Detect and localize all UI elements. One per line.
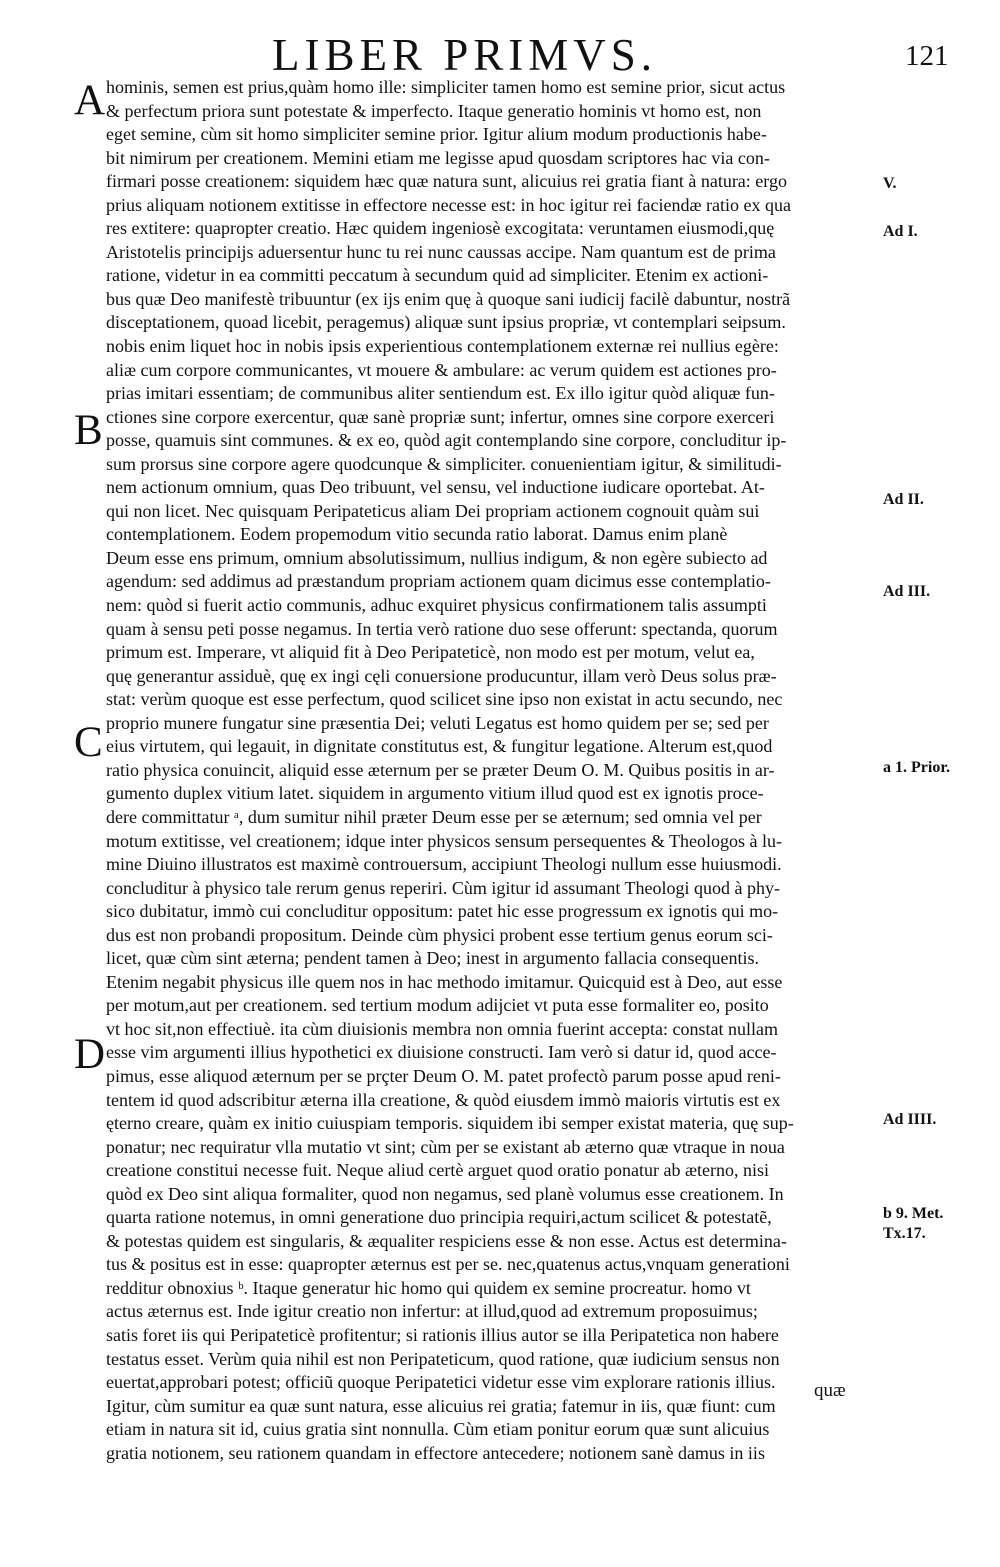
- text-line: quę generantur assiduè, quę ex ingi cęli conuersione producuntur, illam verò Deus solus præ-: [106, 665, 777, 686]
- margin-note-ad-iiii: Ad IIII.: [883, 1111, 937, 1128]
- text-line: sico dubitatur, immò cui concluditur oppositum: patet hic esse progressum ex ignotis qui mo-: [106, 901, 779, 922]
- text-line: nem actionum omnium, quas Deo tribuunt, vel sensu, vel inductione iudicare oportebat. At-: [106, 477, 765, 498]
- margin-note-tx: Tx.17.: [883, 1225, 926, 1242]
- text-line: gratia notionem, seu rationem quandam in effectore antecedere; notionem sanè damus in iis: [106, 1442, 765, 1463]
- section-letter-b: B: [74, 407, 103, 454]
- text-line: qui non licet. Nec quisquam Peripateticus aliam Dei propriam actionem cognouit quàm sui: [106, 500, 760, 521]
- text-line: nobis enim liquet hoc in nobis ipsis experientious contemplationem externæ rei nullius egère:: [106, 336, 779, 357]
- text-line: quam à sensu peti posse negamus. In tertia verò ratione duo sese offerunt: spectanda, quorum: [106, 618, 778, 639]
- text-line: bit nimirum per creationem. Memini etiam me legisse apud quosdam scriptores hac via con-: [106, 147, 770, 168]
- text-line: & perfectum priora sunt potestate & imperfecto. Itaque generatio hominis vt homo est, non: [106, 100, 762, 121]
- text-line: ctiones sine corpore exercentur, quæ sanè propriæ sunt; infertur, omnes sine corpore exerceri: [106, 406, 775, 427]
- text-line: ratione, videtur in ea committi peccatum à secundum quid ad simpliciter. Etenim ex actioni-: [106, 265, 769, 286]
- text-line: testatus esset. Verùm quia nihil est non Peripateticum, quod ratione, quæ iudicium sensus non: [106, 1348, 780, 1369]
- text-line: aliæ cum corpore communicantes, vt mouere & ambulare: ac verum quidem est actiones pro-: [106, 359, 777, 380]
- text-line: bus quæ Deo manifestè tribuuntur (ex ijs enim quę à quoque sani iudicij facilè dabuntur, nostrã: [106, 288, 791, 309]
- page-header: [0, 30, 1000, 80]
- text-line: licet, quæ cùm sint æterna; pendent tamen à Deo; inest in argumento fallacia consequentis.: [106, 948, 759, 969]
- section-letter-d: D: [74, 1031, 106, 1078]
- text-line: agendum: sed addimus ad præstandum propriam actionem quam dicimus esse contemplatio-: [106, 571, 771, 592]
- margin-note-v: V.: [883, 175, 897, 192]
- margin-note-ad-ii: Ad II.: [883, 491, 924, 508]
- text-line: quòd ex Deo sint aliqua formaliter, quod non negamus, sed planè volumus esse creationem. In: [106, 1183, 784, 1204]
- text-line: satis foret iis qui Peripateticè profitentur; si rationis illius autor se illa Peripatetica non habere: [106, 1324, 779, 1345]
- section-letter-c: C: [74, 719, 103, 766]
- text-line: tus & positus est in esse: quapropter æternus est per se. nec,quatenus actus,vnquam generationi: [106, 1254, 790, 1275]
- text-line: creatione constitui necesse fuit. Neque aliud certè arguet quod oratio ponatur ab æterno, nisi: [106, 1160, 769, 1181]
- text-line: mine Diuino illustratos est maximè controuersum, accipiunt Theologi nullum esse huiusmodi.: [106, 854, 782, 875]
- text-line: disceptationem, quoad licebit, peragemus) aliquæ sunt ipsius propriæ, vt contemplari seipsum.: [106, 312, 786, 333]
- text-line: dere committatur ᵃ, dum sumitur nihil præter Deum esse per se æternum; sed omnia vel per: [106, 806, 762, 827]
- text-line: hominis, semen est prius,quàm homo ille: simpliciter tamen homo est semine prior, sicut actus: [106, 77, 786, 97]
- text-line: sum prorsus sine corpore agere quodcunque & simpliciter. conuenientiam igitur, & similitudi-: [106, 453, 782, 474]
- text-line: firmari posse creationem: siquidem hæc quæ natura sunt, alicuius rei gratia fiant à natura: ergo: [106, 171, 787, 192]
- text-line: ponatur; nec requiratur vlla mutatio vt sint; cùm per se existant ab æterno quæ vtraque in noua: [106, 1136, 785, 1157]
- text-line: prias imitari essentiam; de communibus aliter sentiendum est. Ex illo igitur quòd aliquæ fun-: [106, 383, 775, 404]
- text-line: proprio munere fungatur sine præsentia Dei; veluti Legatus est homo quidem per se; sed per: [106, 712, 769, 733]
- text-line: prius aliquam notionem extitisse in effectore necesse est: in hoc igitur rei faciendæ ratio ex qua: [106, 194, 791, 215]
- text-line: esse vim argumenti illius hypothetici ex diuisione constructi. Iam verò si datur id, quod acce-: [106, 1042, 777, 1063]
- text-line: ęterno creare, quàm ex initio cuiuspiam temporis. siquidem ibi semper existat materia, quę sup-: [106, 1113, 794, 1134]
- margin-note-prior: a 1. Prior.: [883, 759, 950, 776]
- margin-note-ad-iii: Ad III.: [883, 583, 931, 600]
- text-line: Igitur, cùm sumitur ea quæ sunt natura, esse alicuius rei gratia; fatemur in iis, quæ fiunt: cum: [106, 1395, 776, 1416]
- text-line: & potestas quidem est singularis, & æqualiter respiciens esse & non esse. Actus est determina-: [106, 1230, 787, 1251]
- text-line: etiam in natura sit id, cuius gratia sint nonnulla. Cùm etiam ponitur eorum quæ sunt alicuius: [106, 1419, 770, 1440]
- text-line: per motum,aut per creationem. sed tertium modum adijciet vt puta esse formaliter eo, posito: [106, 995, 769, 1016]
- text-line: tentem id quod adscribitur æterna illa creatione, & quòd eiusdem immò maioris virtutis est ex: [106, 1089, 781, 1110]
- text-line: Etenim negabit physicus ille quem nos in hac methodo imitamur. Quicquid est à Deo, aut esse: [106, 971, 783, 992]
- text-line: pimus, esse aliquod æternum per se prçter Deum O. M. patet profectò parum posse apud reni-: [106, 1065, 781, 1086]
- text-line: nem: quòd si fuerit actio communis, adhuc exquiret physicus confirmationem talis assumpti: [106, 595, 767, 616]
- text-line: motum extitisse, vel creationem; idque inter physicos sensum persequentes & Theologos à lu-: [106, 830, 783, 851]
- text-line: quarta ratione notemus, in omni generatione duo principia requiri,actum scilicet & potestatẽ,: [106, 1207, 772, 1228]
- text-line: eget semine, cùm sit homo simpliciter semine prior. Igitur alium modum productionis habe-: [106, 124, 767, 145]
- text-line: Aristotelis principijs aduersentur hunc tu rei nunc caussas accipe. Nam quantum est de prima: [106, 241, 776, 262]
- text-line: res extitere: quapropter creatio. Hæc quidem ingeniosè excogitata: veruntamen eiusmodi,quę: [106, 218, 775, 239]
- margin-note-met: b 9. Met.: [883, 1205, 944, 1222]
- margin-note-ad-i: Ad I.: [883, 223, 918, 240]
- text-line: actus æternus est. Inde igitur creatio non infertur: at illud,quod ad extremum proposuimus;: [106, 1301, 758, 1322]
- text-line: stat: verùm quoque est esse perfectum, quod scilicet sine ipso non existat in actu secundo, nec: [106, 689, 783, 710]
- text-line: concluditur à physico tale rerum genus reperiri. Cùm igitur id assumant Theologi quod à phy-: [106, 877, 781, 898]
- text-line: eius virtutem, qui legauit, in dignitate constitutus est, & fungitur legatione. Alterum est,quod: [106, 736, 773, 757]
- text-line: vt hoc sit,non effectiuè. ita cùm diuisionis membra non omnia fuerint accepta: constat nullam: [106, 1018, 778, 1039]
- text-line: euertat,approbari potest; officiũ quoque Peripatetici videtur esse vim explorare rationis illius.: [106, 1372, 776, 1393]
- text-line: gumento duplex vitium latet. siquidem in argumento vitium illud quod est ex ignotis proce-: [106, 783, 764, 804]
- text-line: ratio physica conuincit, aliquid esse æternum per se præter Deum O. M. Quibus positis in ar-: [106, 759, 775, 780]
- running-title: LIBER PRIMVS.: [272, 30, 658, 80]
- text-line: redditur obnoxius ᵇ. Itaque generatur hic homo qui quidem ex semine procreatur. homo vt: [106, 1277, 751, 1298]
- text-line: [106, 1465, 873, 1489]
- page-number: 121: [905, 40, 949, 72]
- text-line: posse, quamuis sint communes. & ex eo, quòd agit contemplando sine corpore, concluditur ip-: [106, 430, 787, 451]
- text-line: dus est non probandi propositum. Deinde cùm physici probent esse tertium genus eorum sci-: [106, 924, 773, 945]
- body-text: [106, 76, 873, 1489]
- text-line: primum est. Imperare, vt aliquid fit à Deo Peripateticè, non modo est per motum, velut ea,: [106, 642, 755, 663]
- catchword: quæ: [814, 1380, 846, 1401]
- text-line: contemplationem. Eodem propemodum vitio secunda ratio laborat. Damus enim planè: [106, 524, 728, 545]
- text-line: Deum esse ens primum, omnium absolutissimum, nullius indigum, & non egère subiecto ad: [106, 547, 768, 568]
- section-letter-a: A: [74, 77, 106, 124]
